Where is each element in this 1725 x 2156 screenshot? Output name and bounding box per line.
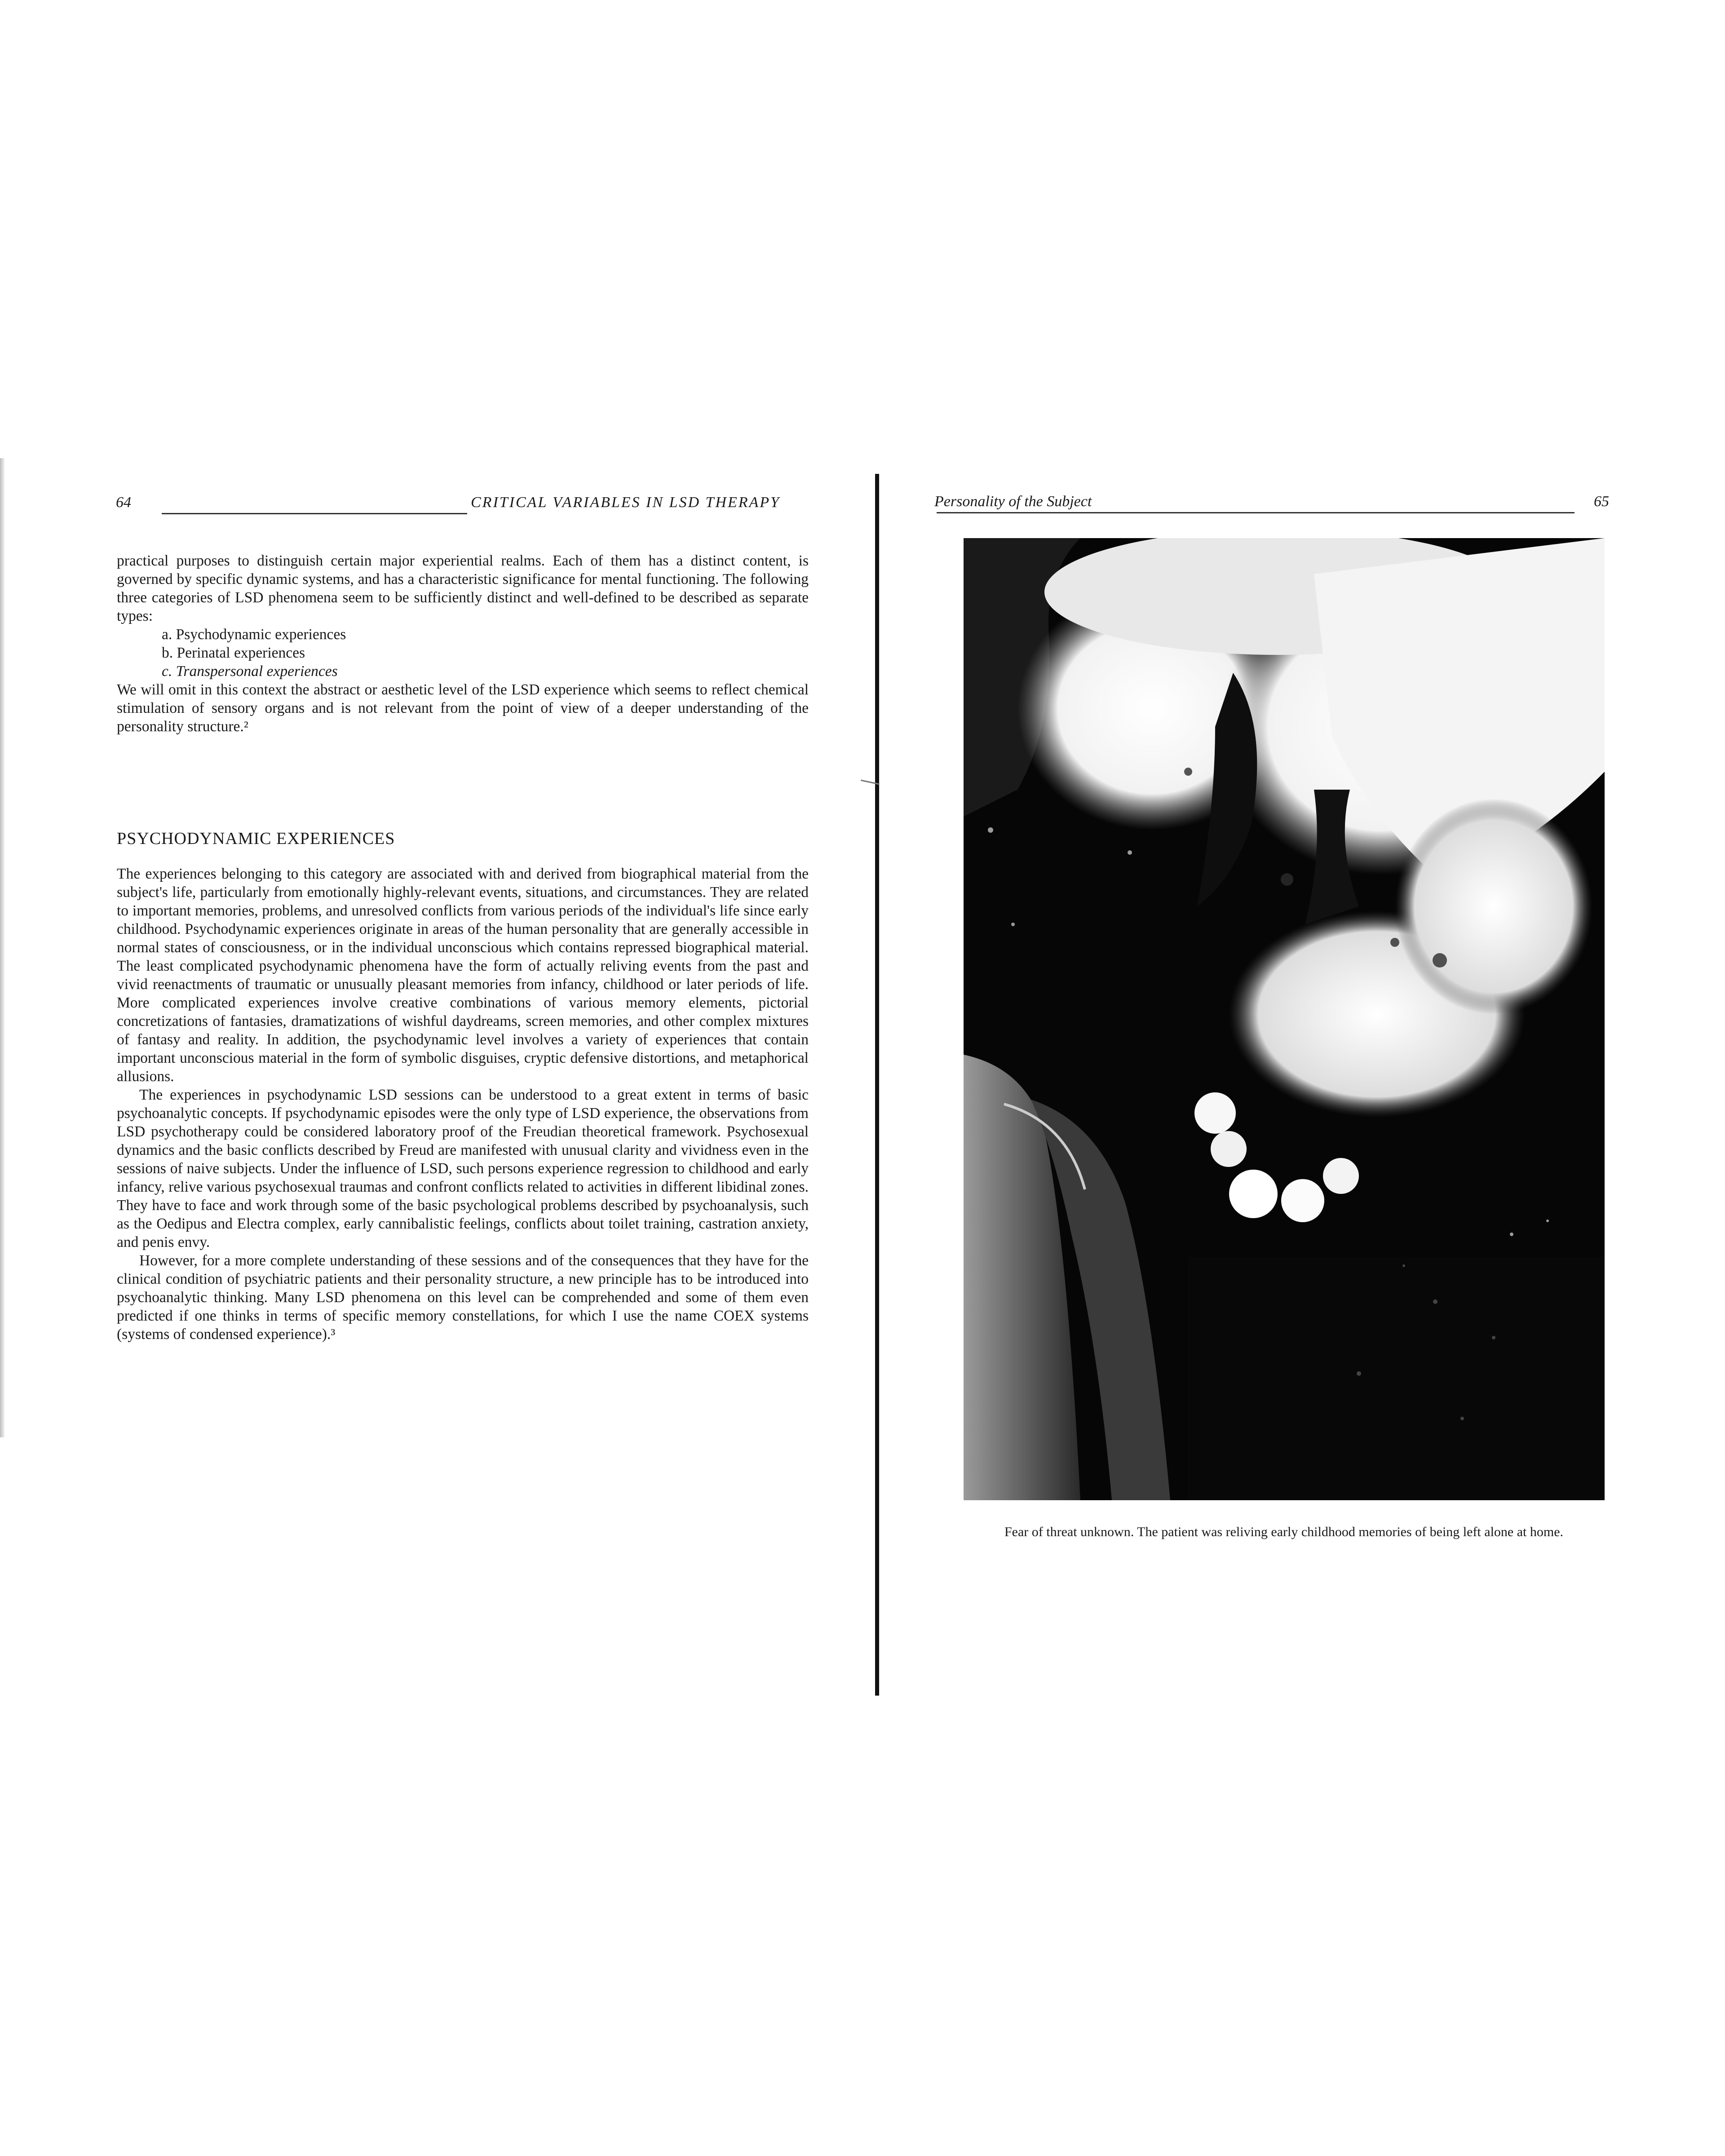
- paragraph-freudian-concepts: The experiences in psychodynamic LSD sessions can be understood to a great extent in terms of basic psychoanalytic concepts. If psychodynamic episodes were the only type of LSD experience, the observations from LSD psychotherapy could be considered laboratory proof of the Freudian theoretical framework. Psychosexual dynamics and the basic conflicts described by Freud are manifested with unusual clarity and vividness even in the sessions of naive subjects. Under the influence of LSD, such persons experience regression to childhood and early infancy, relive various psychosexual traumas and confront conflicts related to activities in different libidinal zones. They have to face and work through some of the basic psychological problems described by psychoanalysis, such as the Oedipus and Electra complex, early cannibalistic feelings, conflicts about toilet training, castration anxiety, and penis envy.: [117, 1087, 809, 1250]
- figure-photograph: [964, 538, 1605, 1500]
- header-rule-right: [937, 512, 1575, 513]
- header-rule-left: [162, 513, 467, 514]
- list-item-transpersonal: c. Transpersonal experiences: [162, 663, 338, 680]
- list-item-psychodynamic: a. Psychodynamic experiences: [162, 626, 346, 643]
- section-heading: PSYCHODYNAMIC EXPERIENCES: [117, 829, 395, 848]
- figure-caption: Fear of threat unknown. The patient was reliving early childhood memories of being left alone at home.: [1004, 1524, 1564, 1539]
- omit-paragraph: We will omit in this context the abstract or aesthetic level of the LSD experience which seems to reflect chemical stimulation of sensory organs and is not relevant from the point of view of a deeper understanding of the personality structure.²: [117, 681, 809, 735]
- scan-edge-shadow: [0, 458, 4, 1437]
- section-body: [117, 865, 809, 1343]
- running-head-right: Personality of the Subject: [934, 493, 1092, 510]
- page-number-left: 64: [116, 494, 131, 511]
- intro-block: [117, 552, 809, 736]
- paragraph-psychodynamic-definition: The experiences belonging to this category are associated with and derived from biographical material from the subject's life, particularly from emotionally highly-relevant events, situations, and circumstances. They are related to important memories, problems, and unresolved conflicts from various periods of the individual's life since early childhood. Psychodynamic experiences originate in areas of the human personality that are generally accessible in normal states of consciousness, or in the individual unconscious which contains repressed biographical material. The least complicated psychodynamic phenomena have the form of actually reliving events from the past and vivid reenactments of traumatic or unusually pleasant memories from infancy, childhood or later periods of life. More complicated experiences involve creative combinations of various memory elements, pictorial concretizations of fantasies, dramatizations of wishful daydreams, screen memories, and other complex mixtures of fantasy and reality. In addition, the psychodynamic level involves a variety of experiences that contain important unconscious material in the form of symbolic disguises, cryptic defensive distortions, and metaphorical allusions.: [117, 866, 809, 1085]
- running-head-left: CRITICAL VARIABLES IN LSD THERAPY: [471, 494, 780, 511]
- intro-paragraph: practical purposes to distinguish certain major experiential realms. Each of them has a distinct content, is governed by specific dynamic systems, and has a characteristic significance for mental functioning. The following three categories of LSD phenomena seem to be sufficiently distinct and well-defined to be described as separate types:: [117, 552, 809, 624]
- paragraph-coex-systems: However, for a more complete understanding of these sessions and of the consequences that they have for the clinical condition of psychiatric patients and their personality structure, a new principle has to be introduced into psychoanalytic thinking. Many LSD phenomena on this level can be comprehended and some of them even predicted if one thinks in terms of specific memory constellations, for which I use the name COEX systems (systems of condensed experience).³: [117, 1252, 809, 1343]
- book-gutter-line: [875, 474, 879, 1696]
- list-item-perinatal: b. Perinatal experiences: [162, 645, 305, 661]
- page-number-right: 65: [1594, 493, 1609, 510]
